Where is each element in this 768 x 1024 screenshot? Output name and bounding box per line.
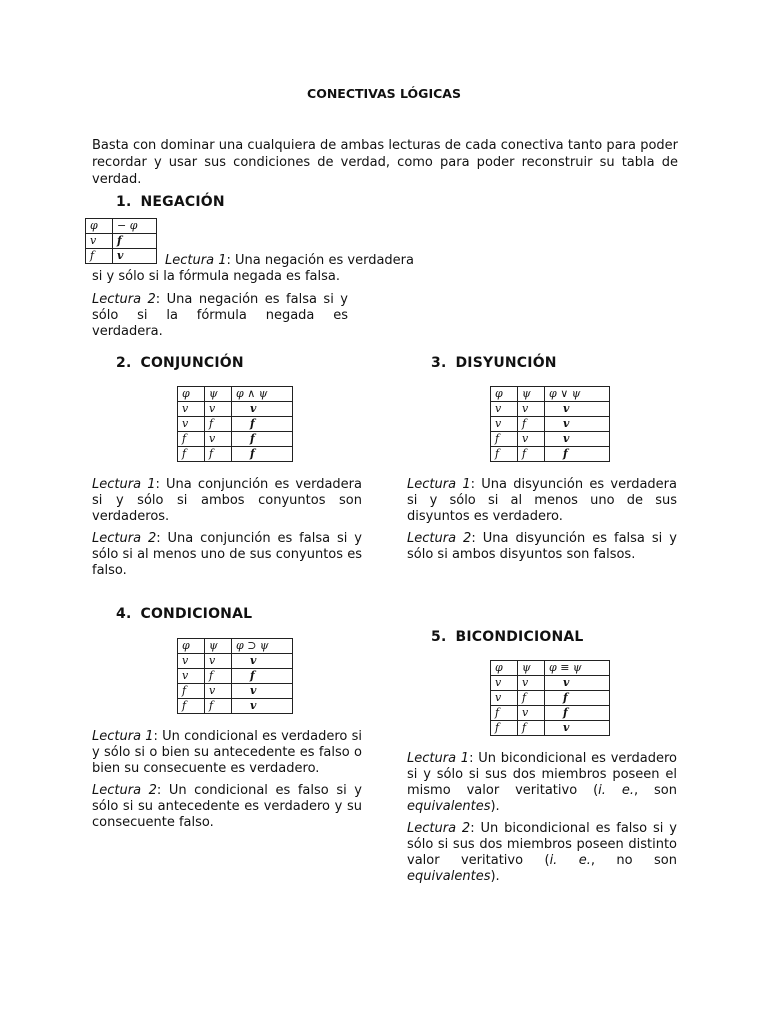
table-cell: v (518, 676, 545, 691)
table-cell: f (178, 447, 205, 462)
table-cell: f (491, 432, 518, 447)
table-cell: v (491, 402, 518, 417)
lectura-label: Lectura 1 (165, 253, 227, 268)
table-cell: v (491, 417, 518, 432)
lectura-text: : Una conjunción es verdadera si y sólo si ambos conyuntos son verdaderos. (92, 477, 362, 524)
lectura-label: Lectura 1 (407, 751, 470, 766)
table-cell: f (113, 234, 157, 249)
section-heading-condicional (116, 606, 252, 622)
section-heading-bicondicional (431, 629, 584, 645)
section-title: NEGACIÓN (140, 194, 225, 210)
table-cell: f (518, 721, 545, 736)
table-header-row (491, 661, 610, 676)
lectura-text: : Una conjunción es falsa si y sólo si al menos uno de sus conyuntos es falso. (92, 531, 362, 578)
table-row (178, 699, 293, 714)
table-cell: f (178, 684, 205, 699)
table-cell: v (205, 654, 232, 669)
truth-table-bicondicional (490, 660, 610, 736)
lectura2-negacion (92, 292, 348, 340)
section-title: CONDICIONAL (140, 606, 253, 622)
lectura-emphasis: equivalentes (407, 799, 491, 814)
lectura-text: : Una disyunción es verdadera si y sólo si al menos uno de sus disyuntos es verdadero. (407, 477, 677, 524)
lectura-emphasis: i. e. (549, 853, 591, 868)
lectura-text: , no son (590, 853, 677, 868)
table-row (178, 669, 293, 684)
intro-paragraph: Basta con dominar una cualquiera de ambas lecturas de cada conectiva tanto para poder recordar y usar sus condiciones de verdad, como para poder reconstruir su tabla de verdad. (92, 138, 678, 187)
table-row (491, 691, 610, 706)
lectura1-bicondicional (407, 751, 677, 815)
table-cell: f (491, 706, 518, 721)
lectura1-disyuncion (407, 477, 677, 525)
lectura-label: Lectura 1 (407, 477, 471, 492)
table-cell: v (178, 417, 205, 432)
section-number: 3. (431, 355, 447, 371)
table-cell: v (545, 417, 610, 432)
table-cell: v (232, 402, 293, 417)
table-cell: f (545, 447, 610, 462)
lectura-text: : Una negación es falsa si y sólo si la fórmula negada es verdadera. (92, 292, 348, 339)
lectura-label: Lectura 1 (92, 729, 154, 744)
table-cell: f (232, 669, 293, 684)
section-number: 5. (431, 629, 447, 645)
lectura-text: : Una negación es verdadera si y sólo si la fórmula negada es falsa. (92, 253, 414, 284)
table-cell: f (545, 706, 610, 721)
table-cell: v (232, 699, 293, 714)
table-row (178, 654, 293, 669)
table-row (178, 417, 293, 432)
table-row (178, 447, 293, 462)
table-row (178, 402, 293, 417)
table-cell: f (518, 417, 545, 432)
table-cell: f (178, 432, 205, 447)
lectura1-negacion (92, 253, 414, 285)
table-cell: v (232, 684, 293, 699)
table-header-cell: φ ∨ ψ (545, 387, 610, 402)
table-cell: v (491, 676, 518, 691)
lectura-label: Lectura 2 (92, 783, 157, 798)
table-header-row (86, 219, 157, 234)
table-header-cell: ψ (205, 387, 232, 402)
section-number: 4. (116, 606, 132, 622)
section-title: CONJUNCIÓN (140, 355, 244, 371)
table-cell: f (232, 432, 293, 447)
table-cell: f (205, 417, 232, 432)
table-row (178, 432, 293, 447)
lectura1-condicional (92, 729, 362, 777)
table-header-cell: φ (491, 661, 518, 676)
table-row (491, 432, 610, 447)
table-header-cell: φ ∧ ψ (232, 387, 293, 402)
table-cell: v (545, 721, 610, 736)
lectura-text: ). (490, 869, 500, 884)
lectura-label: Lectura 2 (407, 531, 472, 546)
table-cell: f (518, 691, 545, 706)
lectura2-conjuncion (92, 531, 362, 579)
lectura-label: Lectura 2 (92, 292, 156, 307)
lectura-text: : Un condicional es falso si y sólo si su antecedente es verdadero y su consecuente falso. (92, 783, 362, 830)
table-header-cell: φ (491, 387, 518, 402)
lectura-emphasis: i. e. (598, 783, 634, 798)
table-row (178, 684, 293, 699)
table-header-cell: φ (86, 219, 113, 234)
table-header-cell: φ (178, 639, 205, 654)
section-title: BICONDICIONAL (455, 629, 584, 645)
section-heading-disyuncion (431, 355, 557, 371)
table-cell: v (113, 249, 157, 264)
table-row (491, 721, 610, 736)
table-header-cell: φ ≡ ψ (545, 661, 610, 676)
lectura-text: : Un bicondicional es falso si y sólo si sus dos miembros poseen distinto valor veritativo ( (407, 821, 677, 868)
table-cell: f (232, 417, 293, 432)
lectura-emphasis: equivalentes (407, 869, 491, 884)
table-cell: v (518, 432, 545, 447)
lectura-label: Lectura 2 (407, 821, 471, 836)
lectura2-disyuncion (407, 531, 677, 563)
truth-table-disyuncion (490, 386, 610, 462)
table-cell: v (178, 654, 205, 669)
table-cell: f (518, 447, 545, 462)
table-row (491, 402, 610, 417)
lectura-text: ). (490, 799, 500, 814)
section-heading-conjuncion (116, 355, 244, 371)
lectura2-condicional (92, 783, 362, 831)
table-cell: v (545, 432, 610, 447)
table-cell: v (545, 676, 610, 691)
table-header-cell: − φ (113, 219, 157, 234)
table-cell: v (205, 432, 232, 447)
table-header-row (178, 639, 293, 654)
table-row (86, 234, 157, 249)
table-cell: f (205, 699, 232, 714)
table-row (491, 706, 610, 721)
table-header-cell: φ ⊃ ψ (232, 639, 293, 654)
truth-table-conjuncion (177, 386, 293, 462)
truth-table-condicional (177, 638, 293, 714)
table-cell: f (232, 447, 293, 462)
table-header-cell: φ (178, 387, 205, 402)
table-cell: f (178, 699, 205, 714)
table-cell: v (205, 684, 232, 699)
page-title: CONECTIVAS LÓGICAS (307, 86, 461, 101)
lectura2-bicondicional (407, 821, 677, 885)
section-title: DISYUNCIÓN (455, 355, 557, 371)
lectura-text: : Un bicondicional es verdadero si y sólo si sus dos miembros poseen el mismo valor veritativo ( (407, 751, 677, 798)
table-cell: v (178, 402, 205, 417)
table-row (491, 676, 610, 691)
table-cell: v (205, 402, 232, 417)
table-cell: f (491, 721, 518, 736)
table-cell: f (491, 447, 518, 462)
table-cell: v (232, 654, 293, 669)
lectura1-conjuncion (92, 477, 362, 525)
table-cell: v (491, 691, 518, 706)
table-cell: f (205, 669, 232, 684)
table-row (491, 417, 610, 432)
table-header-row (178, 387, 293, 402)
table-row (491, 447, 610, 462)
table-header-row (491, 387, 610, 402)
table-cell: v (518, 706, 545, 721)
lectura-label: Lectura 2 (92, 531, 157, 546)
table-cell: v (545, 402, 610, 417)
section-heading-negacion (116, 194, 225, 210)
table-header-cell: ψ (518, 661, 545, 676)
section-number: 1. (116, 194, 132, 210)
table-header-cell: ψ (205, 639, 232, 654)
table-cell: f (545, 691, 610, 706)
lectura-label: Lectura 1 (92, 477, 156, 492)
table-cell: v (178, 669, 205, 684)
table-cell: f (86, 249, 113, 264)
table-cell: v (518, 402, 545, 417)
table-header-cell: ψ (518, 387, 545, 402)
table-cell: f (205, 447, 232, 462)
section-number: 2. (116, 355, 132, 371)
lectura-text: : Un condicional es verdadero si y sólo si o bien su antecedente es falso o bien su consecuente es verdadero. (92, 729, 362, 776)
lectura-text: , son (633, 783, 677, 798)
table-cell: v (86, 234, 113, 249)
lectura-text: : Una disyunción es falsa si y sólo si ambos disyuntos son falsos. (407, 531, 677, 562)
